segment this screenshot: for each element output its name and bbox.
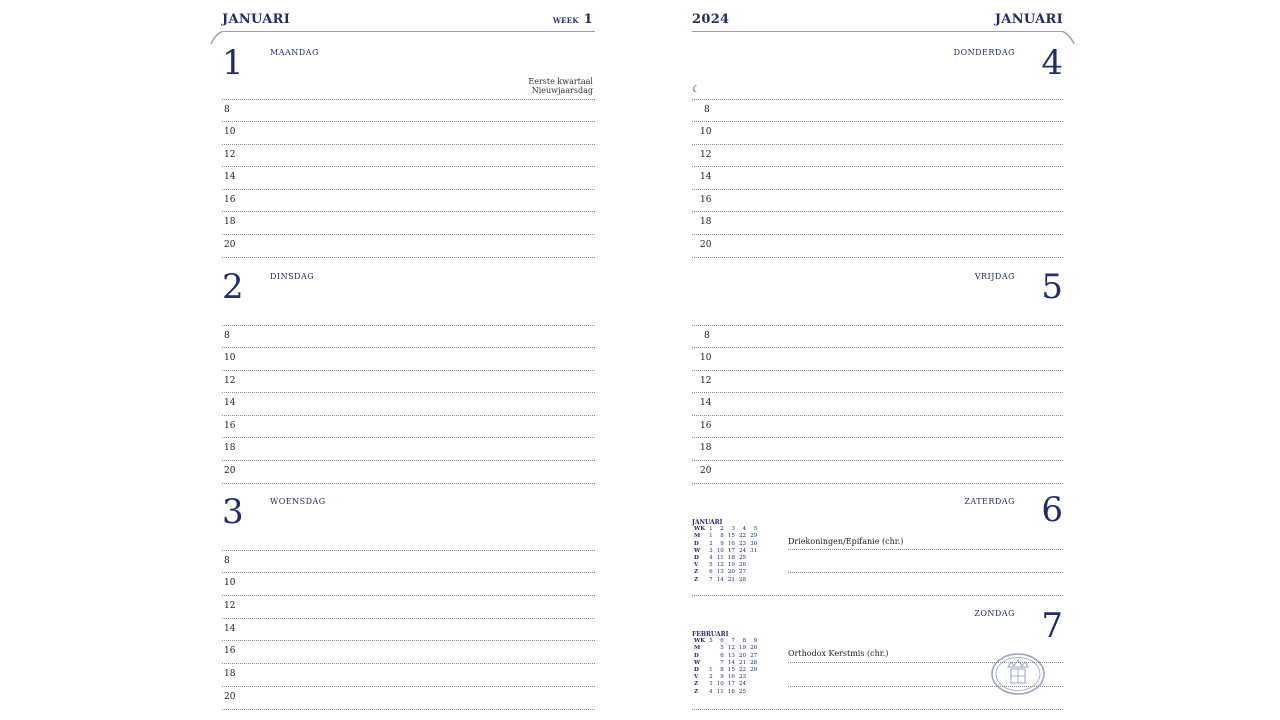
moon-phase-icon: ☾ [692, 85, 701, 95]
hour-label: 12 [700, 150, 712, 160]
ruled-line [222, 663, 595, 664]
ruled-line [222, 189, 595, 190]
ruled-line [222, 234, 595, 235]
holiday-note: Driekoningen/Epifanie (chr.) [788, 537, 904, 546]
ruled-line [788, 686, 1063, 687]
ruled-line [692, 370, 1063, 371]
ruled-line [692, 166, 1063, 167]
hour-label: 8 [704, 331, 710, 341]
day-number: 2 [222, 267, 244, 307]
hour-label: 12 [224, 150, 236, 160]
hour-label: 20 [700, 466, 712, 476]
day-name: WOENSDAG [270, 497, 326, 506]
ruled-line [222, 392, 595, 393]
day-notes [528, 77, 593, 95]
crown-seal-icon [990, 652, 1046, 696]
ruled-line [222, 257, 595, 258]
day-name: MAANDAG [270, 48, 319, 57]
ruled-line [692, 234, 1063, 235]
ruled-line [692, 595, 1063, 596]
day-name: DINSDAG [270, 272, 315, 281]
hour-label: 12 [700, 376, 712, 386]
ruled-line [222, 121, 595, 122]
hour-label: 10 [224, 353, 236, 363]
day-block-4[interactable] [690, 34, 1075, 260]
hour-label: 10 [224, 578, 236, 588]
ruled-line [222, 460, 595, 461]
hour-label: 14 [700, 172, 712, 182]
ruled-line [222, 686, 595, 687]
week-header [553, 12, 593, 27]
hour-label: 8 [704, 105, 710, 115]
day-block-5[interactable] [690, 260, 1075, 485]
ruled-line [222, 709, 595, 710]
holiday-note: Orthodox Kerstmis (chr.) [788, 649, 889, 658]
header-rule [692, 31, 1063, 32]
hour-label: 10 [700, 353, 712, 363]
hour-label: 18 [700, 217, 712, 227]
mini-calendar-february [692, 631, 759, 696]
day-number: 1 [222, 43, 244, 83]
ruled-line [692, 709, 1063, 710]
hour-label: 8 [224, 105, 230, 115]
hour-label: 14 [224, 398, 236, 408]
hour-label: 16 [224, 646, 236, 656]
ruled-line [222, 483, 595, 484]
ruled-line [222, 166, 595, 167]
ruled-line [222, 437, 595, 438]
day-name: DONDERDAG [953, 48, 1015, 57]
ruled-line [788, 572, 1063, 573]
ruled-line [692, 392, 1063, 393]
right-page [690, 0, 1075, 720]
ruled-line [692, 347, 1063, 348]
mini-calendar-title: FEBRUARI [692, 631, 729, 638]
mini-calendar-title: JANUARI [692, 519, 723, 526]
hour-label: 18 [700, 443, 712, 453]
day-number: 3 [222, 492, 244, 532]
mini-calendar-grid: WK 5 6 7 8 9 M 5 12 19 26 D 6 13 20 27 W 7 14 21 28 D 1 8 15 22 29 V 2 9 16 23 Z 3 10 17 24 Z 4 11 18 25 [694, 638, 758, 695]
header-rule [222, 31, 595, 32]
ruled-line [222, 550, 595, 551]
ruled-line [222, 595, 595, 596]
hour-label: 16 [700, 195, 712, 205]
ruled-line [692, 99, 1063, 100]
hour-label: 16 [224, 421, 236, 431]
ruled-line [222, 144, 595, 145]
ruled-line [222, 325, 595, 326]
ruled-line [692, 325, 1063, 326]
day-name: ZATERDAG [964, 497, 1015, 506]
hour-label: 16 [700, 421, 712, 431]
hour-label: 20 [224, 692, 236, 702]
week-number: 1 [583, 12, 593, 27]
ruled-line [222, 347, 595, 348]
month-header: JANUARI [222, 12, 291, 27]
note-holiday: Nieuwjaarsdag [531, 86, 593, 95]
hour-label: 18 [224, 669, 236, 679]
hour-label: 10 [700, 127, 712, 137]
hour-label: 8 [224, 556, 230, 566]
year-header: 2024 [692, 12, 730, 27]
hour-label: 20 [224, 240, 236, 250]
hour-label: 16 [224, 195, 236, 205]
hour-label: 12 [224, 601, 236, 611]
ruled-line [222, 211, 595, 212]
ruled-line [788, 549, 1063, 550]
day-block-3[interactable] [210, 485, 595, 715]
ruled-line [692, 121, 1063, 122]
ruled-line [692, 437, 1063, 438]
day-name: ZONDAG [974, 609, 1015, 618]
ruled-line [222, 99, 595, 100]
ruled-line [692, 257, 1063, 258]
left-page [210, 0, 595, 720]
hour-label: 18 [224, 443, 236, 453]
mini-calendar-grid: WK 1 2 3 4 5 M 1 8 15 22 29 D 2 9 16 23 30 W 3 10 17 24 31 D 4 11 18 25 V 5 12 19 26 Z 6 13 20 27 Z 7 14 21 28 [694, 526, 758, 583]
hour-label: 12 [224, 376, 236, 386]
hour-label: 14 [224, 172, 236, 182]
ruled-line [788, 662, 1063, 663]
ruled-line [222, 640, 595, 641]
hour-label: 14 [700, 398, 712, 408]
hour-label: 8 [224, 331, 230, 341]
day-number: 4 [1041, 43, 1063, 83]
day-name: VRIJDAG [974, 272, 1015, 281]
ruled-line [222, 415, 595, 416]
ruled-line [692, 483, 1063, 484]
hour-label: 18 [224, 217, 236, 227]
day-block-1[interactable] [210, 34, 595, 260]
ruled-line [222, 618, 595, 619]
hour-label: 10 [224, 127, 236, 137]
ruled-line [692, 415, 1063, 416]
day-block-2[interactable] [210, 260, 595, 485]
month-header: JANUARI [994, 12, 1063, 27]
day-number: 6 [1041, 490, 1063, 530]
day-number: 5 [1041, 267, 1063, 307]
hour-label: 14 [224, 624, 236, 634]
ruled-line [692, 211, 1063, 212]
ruled-line [692, 144, 1063, 145]
note-quarter: Eerste kwartaal [528, 77, 593, 86]
day-number: 7 [1041, 606, 1063, 646]
week-label: WEEK [552, 16, 579, 25]
hour-label: 20 [224, 466, 236, 476]
hour-label: 20 [700, 240, 712, 250]
ruled-line [692, 189, 1063, 190]
ruled-line [222, 370, 595, 371]
ruled-line [222, 572, 595, 573]
mini-calendar-january [692, 519, 759, 584]
ruled-line [692, 460, 1063, 461]
